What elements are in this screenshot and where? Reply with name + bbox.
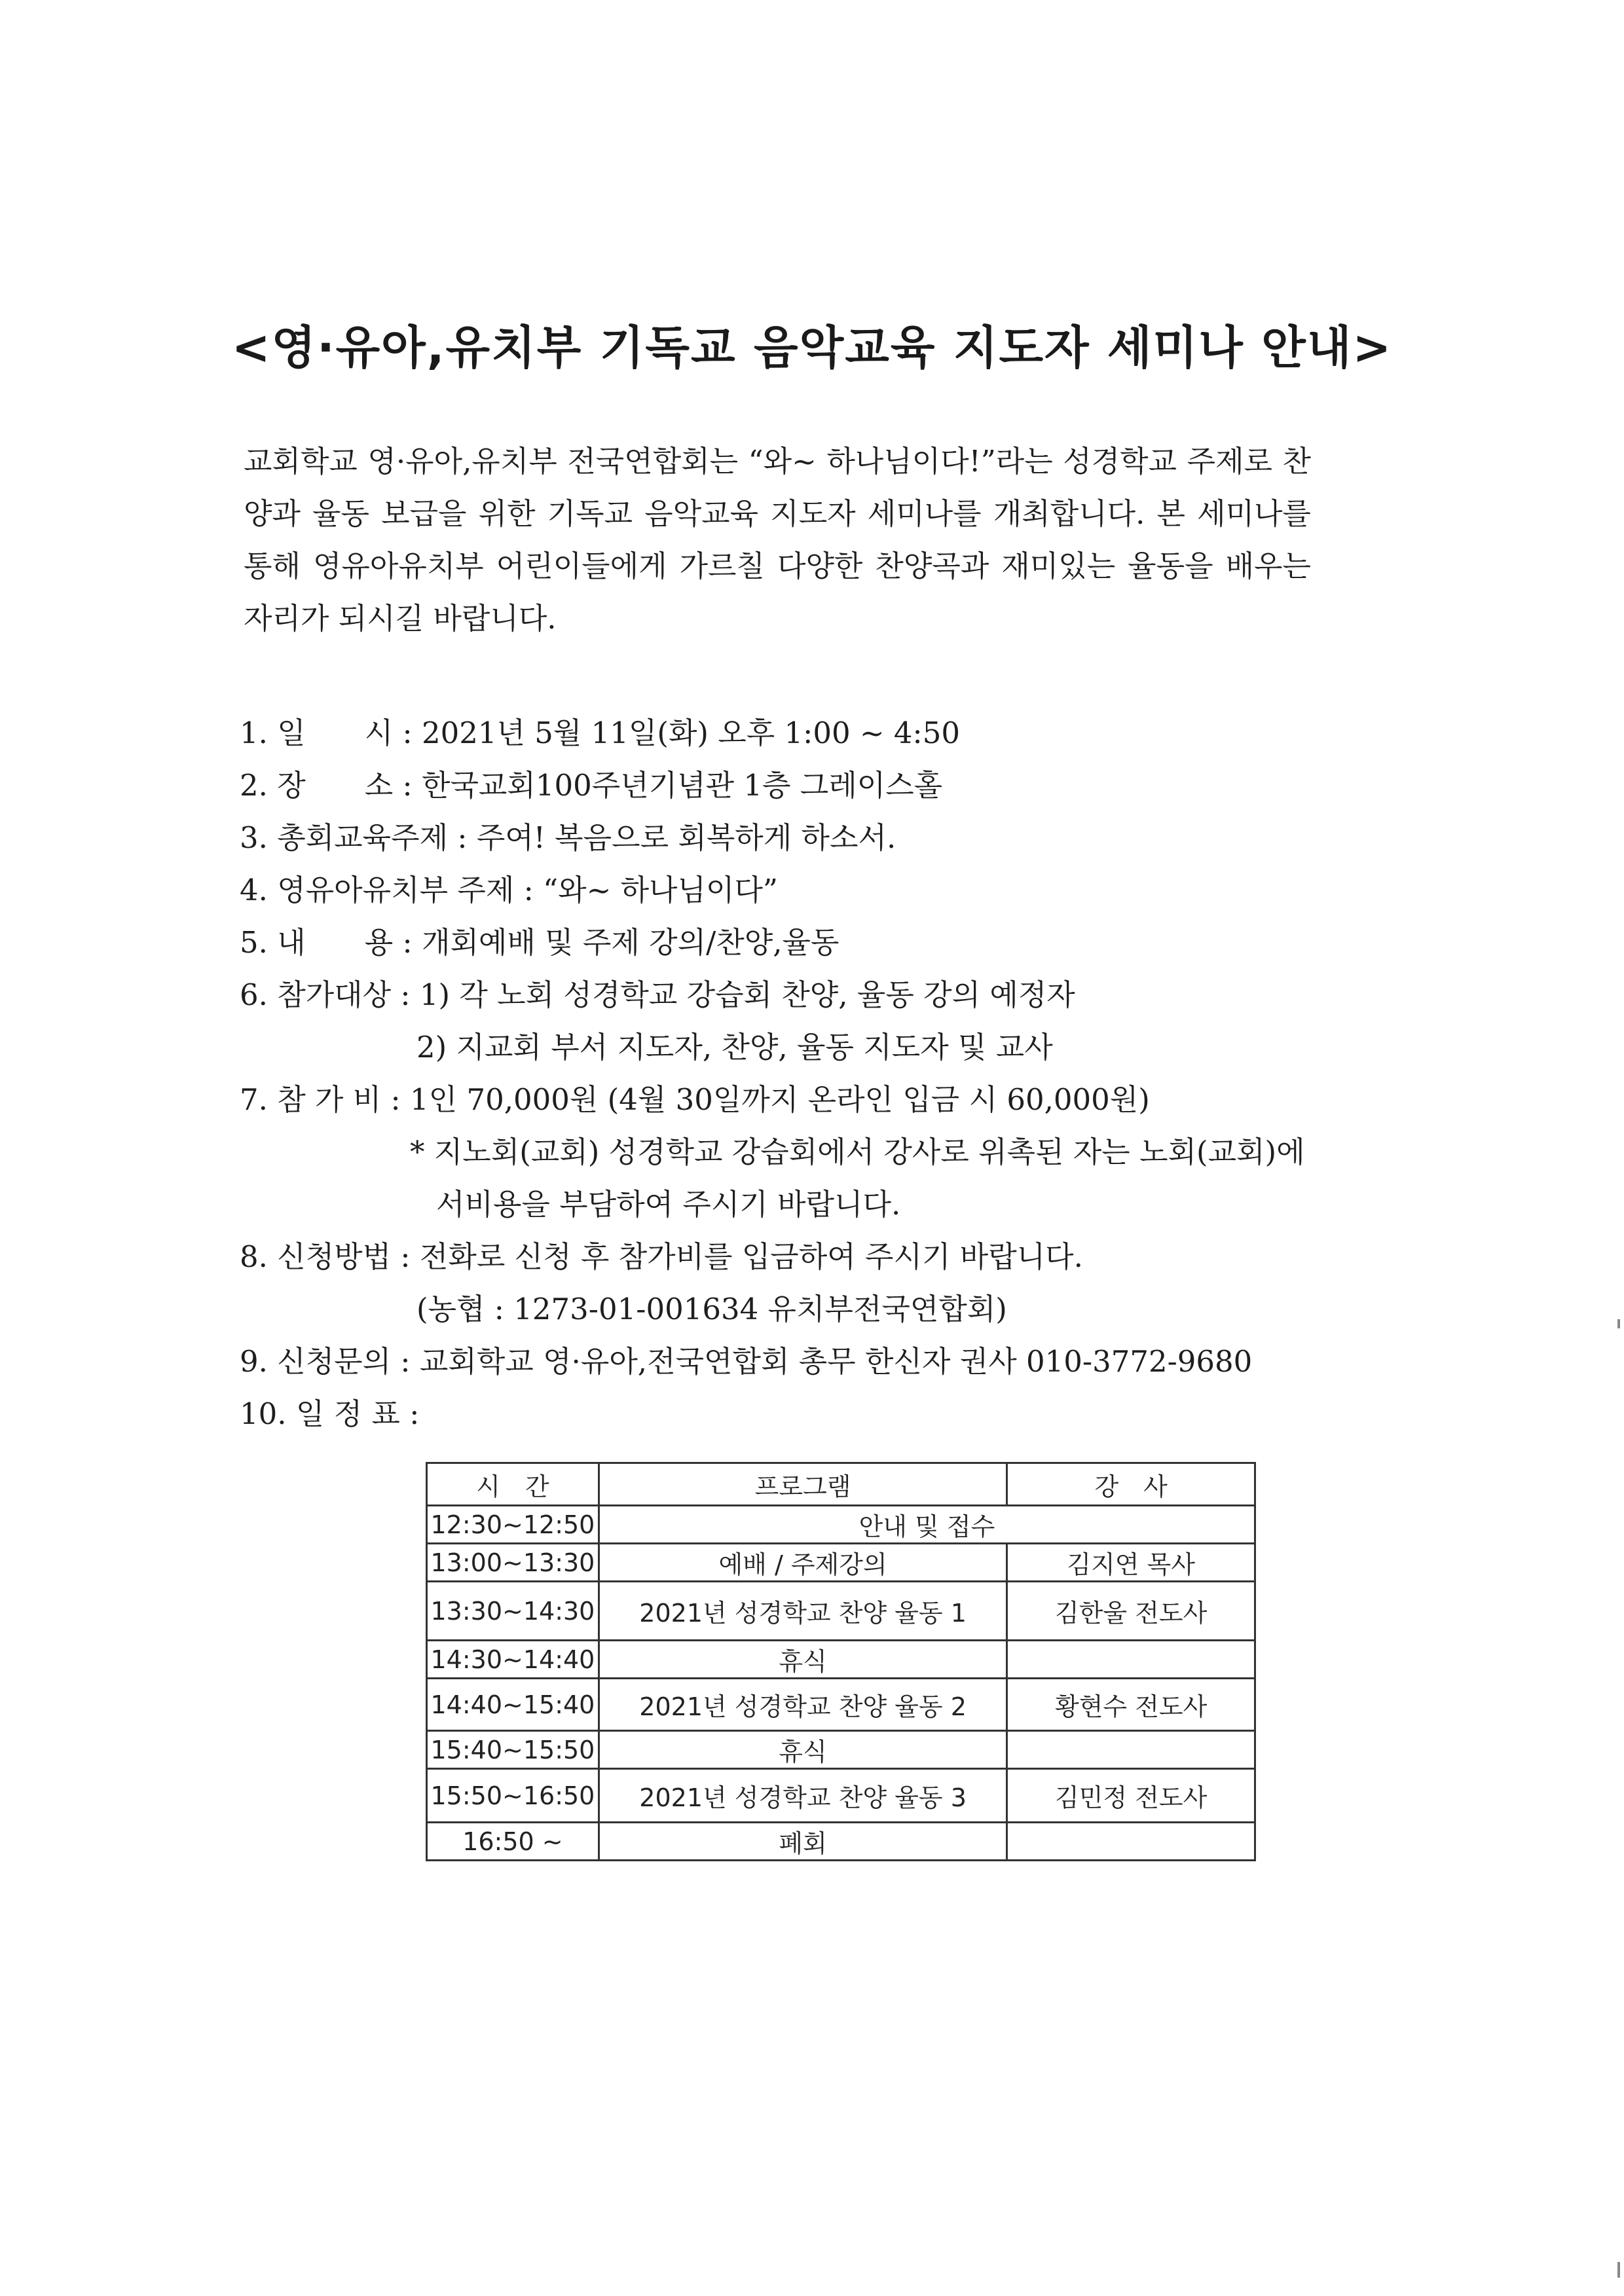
cell-program: 휴식 bbox=[599, 1641, 1006, 1679]
item-label: 10. 일 정 표 : bbox=[240, 1396, 420, 1431]
item-schedule bbox=[240, 1388, 419, 1440]
item-place bbox=[240, 759, 942, 812]
item-label: 5. 내 용 : bbox=[240, 925, 413, 960]
cell-time: 12:30~12:50 bbox=[427, 1506, 599, 1544]
cell-program: 2021년 성경학교 찬양 율동 3 bbox=[599, 1769, 1006, 1823]
cell-speaker bbox=[1007, 1731, 1255, 1769]
cell-program: 예배 / 주제강의 bbox=[599, 1544, 1006, 1582]
item-target-cont: 2) 지교회 부서 지도자, 찬양, 율동 지도자 및 교사 bbox=[416, 1030, 1053, 1065]
table-row bbox=[427, 1769, 1255, 1823]
item-inquiry bbox=[240, 1336, 1252, 1388]
item-label: 3. 총회교육주제 : bbox=[240, 820, 468, 855]
schedule-table bbox=[426, 1462, 1256, 1861]
cell-time: 15:40~15:50 bbox=[427, 1731, 599, 1769]
item-text: “와~ 하나님이다” bbox=[543, 873, 778, 907]
table-row bbox=[427, 1731, 1255, 1769]
item-fee-note-2: 서비용을 부담하여 주시기 바랍니다. bbox=[436, 1187, 901, 1222]
intro-paragraph: 교회학교 영·유아,유치부 전국연합회는 “와~ 하나님이다!”라는 성경학교 주제로 찬양과 율동 보급을 위한 기독교 음악교육 지도자 세미나를 개최합니다. 본 세미나를 통해 영유아유치부 어린이들에게 가르칠 다양한 찬양곡과 재미있는 율동을 배우는 자리가 되시길 바랍니다. bbox=[244, 444, 1311, 636]
cell-time: 15:50~16:50 bbox=[427, 1769, 599, 1823]
item-fee bbox=[240, 1074, 1150, 1126]
cell-program: 폐회 bbox=[599, 1823, 1006, 1861]
item-text: 개회예배 및 주제 강의/찬양,율동 bbox=[421, 925, 840, 960]
item-text: 1) 각 노회 성경학교 강습회 찬양, 율동 강의 예정자 bbox=[419, 977, 1075, 1012]
item-date bbox=[240, 707, 960, 759]
table-row bbox=[427, 1544, 1255, 1582]
header-speaker: 강 사 bbox=[1007, 1463, 1255, 1506]
table-row bbox=[427, 1823, 1255, 1861]
header-program: 프로그램 bbox=[599, 1463, 1006, 1506]
table-row bbox=[427, 1641, 1255, 1679]
item-text: 교회학교 영·유아,전국연합회 총무 한신자 권사 010-3772-9680 bbox=[419, 1344, 1253, 1379]
cell-time: 14:40~15:40 bbox=[427, 1679, 599, 1731]
table-row bbox=[427, 1582, 1255, 1641]
item-fee-note-1: * 지노회(교회) 성경학교 강습회에서 강사로 위촉된 자는 노회(교회)에 bbox=[410, 1135, 1305, 1169]
cell-program: 안내 및 접수 bbox=[599, 1506, 1255, 1544]
item-theme bbox=[240, 812, 896, 864]
item-apply-account: (농협 : 1273-01-001634 유치부전국연합회) bbox=[416, 1292, 1007, 1326]
cell-speaker: 김민정 전도사 bbox=[1007, 1769, 1255, 1823]
scan-speck bbox=[1617, 1319, 1620, 1328]
cell-program: 휴식 bbox=[599, 1731, 1006, 1769]
page-title: <영·유아,유치부 기독교 음악교육 지도자 세미나 안내> bbox=[231, 321, 1393, 374]
item-label: 6. 참가대상 : bbox=[240, 977, 411, 1012]
cell-time: 13:00~13:30 bbox=[427, 1544, 599, 1582]
item-apply bbox=[240, 1231, 1083, 1283]
item-text: 한국교회100주년기념관 1층 그레이스홀 bbox=[421, 768, 943, 803]
item-label: 1. 일 시 : bbox=[240, 716, 413, 750]
item-target bbox=[240, 969, 1075, 1021]
item-text: 1인 70,000원 (4월 30일까지 온라인 입금 시 60,000원) bbox=[410, 1082, 1150, 1117]
item-label: 9. 신청문의 : bbox=[240, 1344, 411, 1379]
table-row bbox=[427, 1679, 1255, 1731]
cell-time: 14:30~14:40 bbox=[427, 1641, 599, 1679]
cell-program: 2021년 성경학교 찬양 율동 1 bbox=[599, 1582, 1006, 1641]
item-label: 4. 영유아유치부 주제 : bbox=[240, 873, 534, 907]
cell-speaker: 황현수 전도사 bbox=[1007, 1679, 1255, 1731]
item-label: 8. 신청방법 : bbox=[240, 1239, 411, 1274]
cell-speaker: 김지연 목사 bbox=[1007, 1544, 1255, 1582]
cell-speaker: 김한울 전도사 bbox=[1007, 1582, 1255, 1641]
item-label: 7. 참 가 비 : bbox=[240, 1082, 401, 1117]
cell-time: 16:50 ~ bbox=[427, 1823, 599, 1861]
cell-program: 2021년 성경학교 찬양 율동 2 bbox=[599, 1679, 1006, 1731]
item-content bbox=[240, 917, 839, 969]
scan-speck bbox=[1617, 2262, 1620, 2278]
item-text: 주여! 복음으로 회복하게 하소서. bbox=[476, 820, 896, 855]
table-row bbox=[427, 1506, 1255, 1544]
cell-speaker bbox=[1007, 1641, 1255, 1679]
cell-speaker bbox=[1007, 1823, 1255, 1861]
item-text: 전화로 신청 후 참가비를 입금하여 주시기 바랍니다. bbox=[419, 1239, 1083, 1274]
item-text: 2021년 5월 11일(화) 오후 1:00 ~ 4:50 bbox=[421, 716, 960, 750]
table-header-row bbox=[427, 1463, 1255, 1506]
item-dept-theme bbox=[240, 864, 778, 917]
item-label: 2. 장 소 : bbox=[240, 768, 413, 803]
cell-time: 13:30~14:30 bbox=[427, 1582, 599, 1641]
header-time: 시 간 bbox=[427, 1463, 599, 1506]
